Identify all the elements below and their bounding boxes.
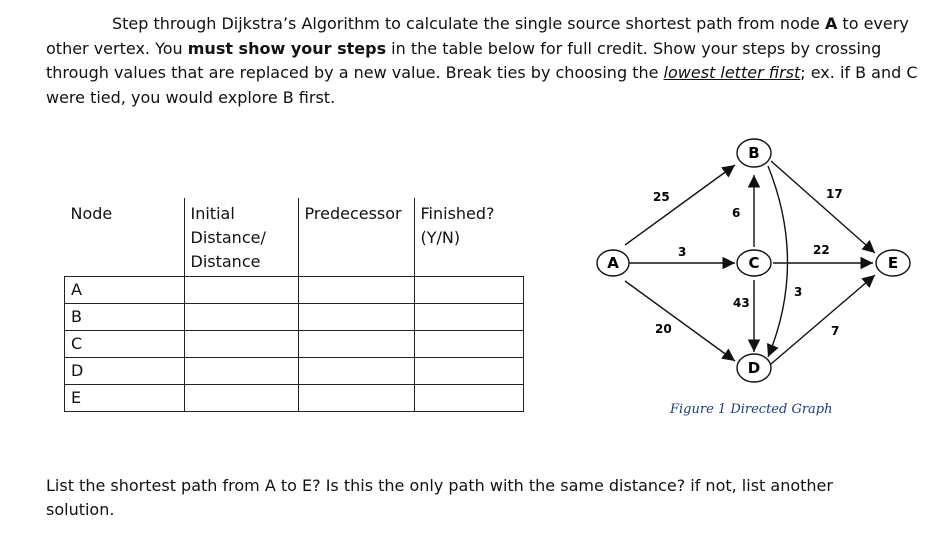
row-node-label: D [65, 357, 185, 384]
instructions-text-3: in the table below for full credit. Show your steps by crossing through values that are replaced by a new value. Break ties by choosing the [46, 38, 882, 82]
edge-weight-d-e: 7 [831, 324, 840, 338]
figure-caption: Figure 1 Directed Graph [670, 402, 833, 417]
dijkstra-steps-table [64, 198, 524, 412]
predecessor-cell[interactable] [298, 303, 414, 330]
directed-graph [585, 135, 925, 395]
row-node-label: C [65, 330, 185, 357]
table-row [65, 276, 524, 303]
predecessor-cell[interactable] [298, 357, 414, 384]
edge-weight-b-d: 3 [794, 285, 803, 299]
finished-cell[interactable] [414, 357, 524, 384]
table-row [65, 303, 524, 330]
finished-cell[interactable] [414, 276, 524, 303]
node-label-b: B [748, 144, 760, 162]
table-row [65, 384, 524, 411]
finished-cell[interactable] [414, 303, 524, 330]
finished-cell[interactable] [414, 384, 524, 411]
emphasis-text: must show your steps [187, 38, 387, 58]
row-node-label: E [65, 384, 185, 411]
predecessor-cell[interactable] [298, 276, 414, 303]
node-e [876, 250, 910, 276]
distance-cell[interactable] [184, 303, 298, 330]
tie-rule-text: lowest letter first [663, 63, 801, 82]
header-finished: Finished? (Y/N) [420, 204, 495, 247]
finished-cell[interactable] [414, 330, 524, 357]
distance-cell[interactable] [184, 276, 298, 303]
node-label-a: A [607, 254, 619, 272]
instructions-text-1: Step through Dijkstra’s Algorithm to calculate the single source shortest path from node [112, 14, 825, 33]
row-node-label: B [65, 303, 185, 330]
header-predecessor: Predecessor [298, 198, 414, 276]
header-distance: Initial Distance/ Distance [184, 198, 298, 276]
node-c [737, 250, 771, 276]
edge-weight-b-e: 17 [826, 187, 843, 201]
predecessor-cell[interactable] [298, 330, 414, 357]
edge-weight-a-c: 3 [678, 245, 687, 259]
table-header-row [65, 198, 524, 276]
edge-weight-c-b: 6 [732, 206, 741, 220]
row-node-label: A [65, 276, 185, 303]
instructions-text-4: ; ex. if B and C were tied, you would explore B first. [46, 63, 918, 107]
edge-a-b [625, 165, 735, 245]
node-a [597, 250, 629, 276]
instructions-text-2: to every other vertex. You [46, 14, 909, 58]
node-label-c: C [748, 254, 760, 272]
edge-weight-a-b: 25 [653, 190, 670, 204]
distance-cell[interactable] [184, 330, 298, 357]
edge-weight-c-d: 43 [733, 296, 750, 310]
edge-a-d [625, 281, 735, 361]
edge-weight-a-d: 20 [655, 322, 672, 336]
table-row [65, 357, 524, 384]
predecessor-cell[interactable] [298, 384, 414, 411]
table-row [65, 330, 524, 357]
node-label-d: D [747, 359, 761, 377]
node-d [737, 354, 771, 382]
edge-weight-c-e: 22 [813, 243, 830, 257]
node-b [737, 139, 771, 167]
instructions-paragraph [46, 12, 926, 110]
node-label-e: E [887, 254, 899, 272]
distance-cell[interactable] [184, 384, 298, 411]
distance-cell[interactable] [184, 357, 298, 384]
header-node: Node [65, 198, 185, 276]
source-node-label: A [824, 14, 838, 33]
question-text: List the shortest path from A to E? Is this the only path with the same distance? if not, list another solution. [46, 476, 833, 519]
